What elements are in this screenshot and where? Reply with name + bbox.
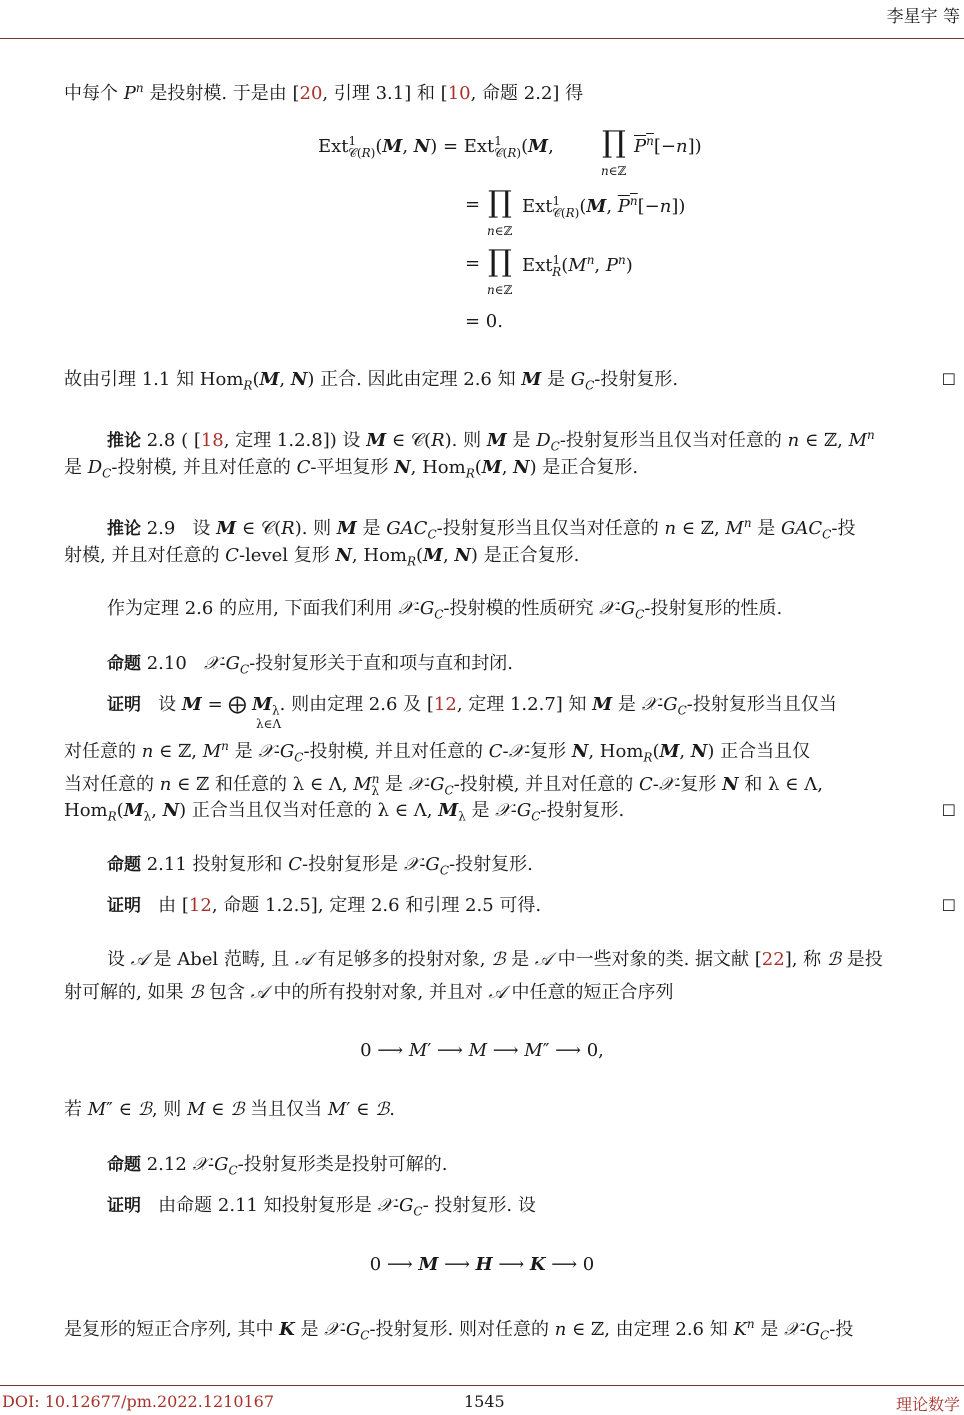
citation-link[interactable]: 18 (200, 430, 224, 451)
citation-link[interactable]: 10 (447, 83, 471, 104)
paragraph-condition: 若 M″ ∈ ℬ, 则 M ∈ ℬ 当且仅当 M′ ∈ ℬ. (64, 1099, 396, 1120)
proof-2-10-line3: 当对任意的 n ∈ ℤ 和任意的 λ ∈ Λ, $M^n_\lambda$ 是 $𝒳-G_C-$投射模, 并且对任意的 C-𝒳-复形 N 和 λ ∈ Λ, (64, 772, 823, 798)
corollary-2-9-line2: 射模, 并且对任意的 C-level 复形 N, Hom$_R$(M, N) 是正合复形. (64, 545, 580, 569)
page-number: 1545 (464, 1392, 505, 1411)
paragraph-last: 是复形的短正合序列, 其中 K 是 $𝒳-G_C-$投射复形. 则对任意的 n ∈ ℤ, 由定理 2.6 知 $K^n$ 是 $𝒳-G_C-$投 (64, 1317, 854, 1343)
footer-divider (0, 1385, 964, 1386)
paragraph-conclusion: 故由引理 1.1 知 Hom$_R$(M, N) 正合. 因此由定理 2.6 知 M 是 $G_C-$投射复形. (64, 369, 679, 393)
paragraph-definition: 设 𝒜 是 Abel 范畴, 且 𝒜 有足够多的投射对象, ℬ 是 𝒜 中一些对象的类. 据文献 [22], 称 ℬ 是投 (107, 949, 883, 970)
proof-2-10-line2: 对任意的 n ∈ ℤ, $M^n$ 是 $𝒳-G_C-$投射模, 并且对任意的 C-𝒳-复形 N, Hom$_R$(M, N) 正合当且仅 (64, 739, 811, 765)
display-equation-short-exact: 0 ⟶ M′ ⟶ M ⟶ M″ ⟶ 0, (360, 1040, 604, 1061)
citation-link[interactable]: 20 (299, 83, 323, 104)
journal-name: 理论数学 (895, 1395, 960, 1414)
corollary-2-8-line2: 是 $D_C-$投射模, 并且对任意的 C-平坦复形 N, Hom$_R$(M, N) 是正合复形. (64, 457, 639, 481)
proposition-2-12: 命题 2.12 $𝒳-G_C-$投射复形类是投射可解的. (107, 1154, 448, 1178)
header-divider (0, 38, 964, 39)
citation-link[interactable]: 12 (188, 895, 212, 916)
citation-link[interactable]: 12 (433, 694, 457, 715)
running-header-author: 李星宇 等 (886, 7, 960, 27)
paragraph-application: 作为定理 2.6 的应用, 下面我们利用 $𝒳-G_C-$投射模的性质研究 $𝒳-G_C-$投射复形的性质. (107, 598, 783, 622)
qed-square: ☐ (941, 896, 956, 915)
qed-square: ☐ (941, 801, 956, 820)
paragraph-definition-line2: 射可解的, 如果 ℬ 包含 𝒜 中的所有投射对象, 并且对 𝒜 中任意的短正合序列 (64, 982, 674, 1003)
corollary-2-9: 推论 2.9 设 M ∈ 𝒞(R). 则 M 是 $GAC_C-$投射复形当且仅当对任意的 n ∈ ℤ, $M^n$ 是 $GAC_C-$投 (107, 516, 856, 542)
proof-2-11: 证明 由 [12, 命题 1.2.5], 定理 2.6 和引理 2.5 可得. (107, 895, 542, 916)
direct-sum-index: λ∈Λ (256, 717, 282, 731)
proof-2-10-line4: $Hom_R(M_\lambda$, N) 正合当且仅当对任意的 λ ∈ Λ, $M_\lambda$ 是 $𝒳-G_C-$投射复形. (64, 800, 625, 824)
doi-link[interactable]: DOI: 10.12677/pm.2022.1210167 (2, 1392, 275, 1411)
citation-link[interactable]: 22 (761, 949, 785, 970)
proposition-2-11: 命题 2.11 投射复形和 C-投射复形是 $𝒳-G_C-$投射复形. (107, 854, 533, 878)
paragraph-intro: 中每个 $P^n$ 是投射模. 于是由 [20, 引理 3.1] 和 [10, 命题 2.2] 得 (64, 81, 584, 104)
proof-2-10-line1: 证明 设 M = ⨁ $M_\lambda$. 则由定理 2.6 及 [12, 定理 1.2.7] 知 M 是 $𝒳-G_C-$投射复形当且仅当 (107, 694, 837, 718)
corollary-2-8: 推论 2.8 ( [18, 定理 1.2.8]) 设 M ∈ 𝒞(R). 则 M 是 $D_C-$投射复形当且仅当对任意的 n ∈ ℤ, $M^n$ (107, 428, 875, 454)
qed-square: ☐ (941, 370, 956, 389)
display-equation-complexes: 0 ⟶ M ⟶ H ⟶ K ⟶ 0 (369, 1254, 595, 1275)
proof-2-12: 证明 由命题 2.11 知投射复形是 $𝒳-G_C-$ 投射复形. 设 (107, 1195, 536, 1219)
proposition-2-10: 命题 2.10 $𝒳-G_C-$投射复形关于直和项与直和封闭. (107, 653, 513, 677)
